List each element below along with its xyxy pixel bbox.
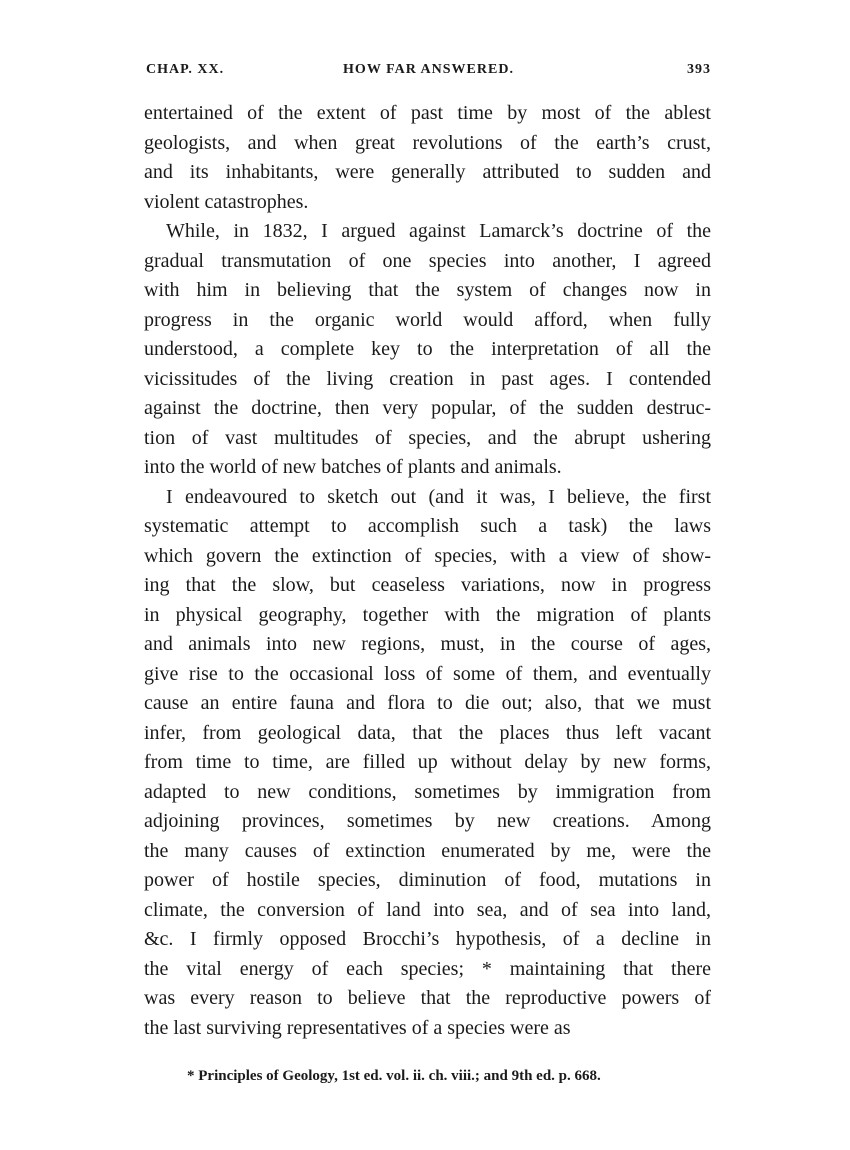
text-line: infer, from geological data, that the places thus left vacant bbox=[144, 721, 711, 744]
text-line: tion of vast multitudes of species, and the abrupt ushering bbox=[144, 426, 711, 449]
text-line: I endeavoured to sketch out (and it was, I believe, the first bbox=[166, 485, 711, 508]
text-line: with him in believing that the system of changes now in bbox=[144, 279, 711, 301]
text-line: and its inhabitants, were generally attributed to sudden and bbox=[144, 161, 711, 183]
chapter-label: CHAP. XX. bbox=[146, 62, 225, 77]
text-line: entertained of the extent of past time by most of the ablest bbox=[144, 102, 711, 124]
footnote: * Principles of Geology, 1st ed. vol. ii. ch. viii.; and 9th ed. p. 668. bbox=[187, 1068, 601, 1084]
text-line: &c. I firmly opposed Brocchi’s hypothesis, of a decline in bbox=[144, 928, 711, 950]
text-line: from time to time, are filled up without delay by new forms, bbox=[144, 751, 711, 773]
text-line: While, in 1832, I argued against Lamarck’s doctrine of the bbox=[166, 220, 711, 242]
text-line: systematic attempt to accomplish such a task) the laws bbox=[144, 515, 711, 537]
text-line: the last surviving representatives of a species were as bbox=[144, 1016, 571, 1039]
text-line: adjoining provinces, sometimes by new creations. Among bbox=[144, 810, 711, 832]
text-line: the many causes of extinction enumerated by me, were the bbox=[144, 839, 711, 862]
paragraph bbox=[144, 483, 711, 1044]
text-line: understood, a complete key to the interpretation of all the bbox=[144, 338, 711, 360]
text-line: power of hostile species, diminution of food, mutations in bbox=[144, 869, 711, 891]
text-line: against the doctrine, then very popular, of the sudden destruc- bbox=[144, 397, 711, 419]
text-line: the vital energy of each species; * maintaining that there bbox=[144, 957, 711, 980]
paragraph bbox=[144, 99, 711, 217]
text-line: gradual transmutation of one species into another, I agreed bbox=[144, 249, 711, 272]
text-line: was every reason to believe that the reproductive powers of bbox=[144, 987, 711, 1009]
text-line: cause an entire fauna and flora to die out; also, that we must bbox=[144, 692, 711, 714]
text-line: climate, the conversion of land into sea, and of sea into land, bbox=[144, 898, 711, 921]
text-line: ing that the slow, but ceaseless variations, now in progress bbox=[144, 574, 711, 596]
page-number: 393 bbox=[687, 62, 711, 77]
text-line: violent catastrophes. bbox=[144, 190, 309, 213]
text-line: which govern the extinction of species, with a view of show- bbox=[144, 544, 711, 567]
body-text bbox=[144, 99, 711, 1043]
text-line: progress in the organic world would afford, when fully bbox=[144, 308, 711, 331]
text-line: in physical geography, together with the migration of plants bbox=[144, 603, 711, 626]
text-line: vicissitudes of the living creation in past ages. I contended bbox=[144, 367, 711, 390]
running-head bbox=[146, 62, 711, 84]
text-line: into the world of new batches of plants and animals. bbox=[144, 456, 562, 478]
text-line: give rise to the occasional loss of some of them, and eventually bbox=[144, 662, 711, 685]
text-line: adapted to new conditions, sometimes by immigration from bbox=[144, 780, 711, 803]
running-title: HOW FAR ANSWERED. bbox=[343, 62, 514, 77]
paragraph bbox=[144, 217, 711, 483]
text-line: geologists, and when great revolutions of the earth’s crust, bbox=[144, 131, 711, 154]
text-line: and animals into new regions, must, in the course of ages, bbox=[144, 633, 711, 655]
